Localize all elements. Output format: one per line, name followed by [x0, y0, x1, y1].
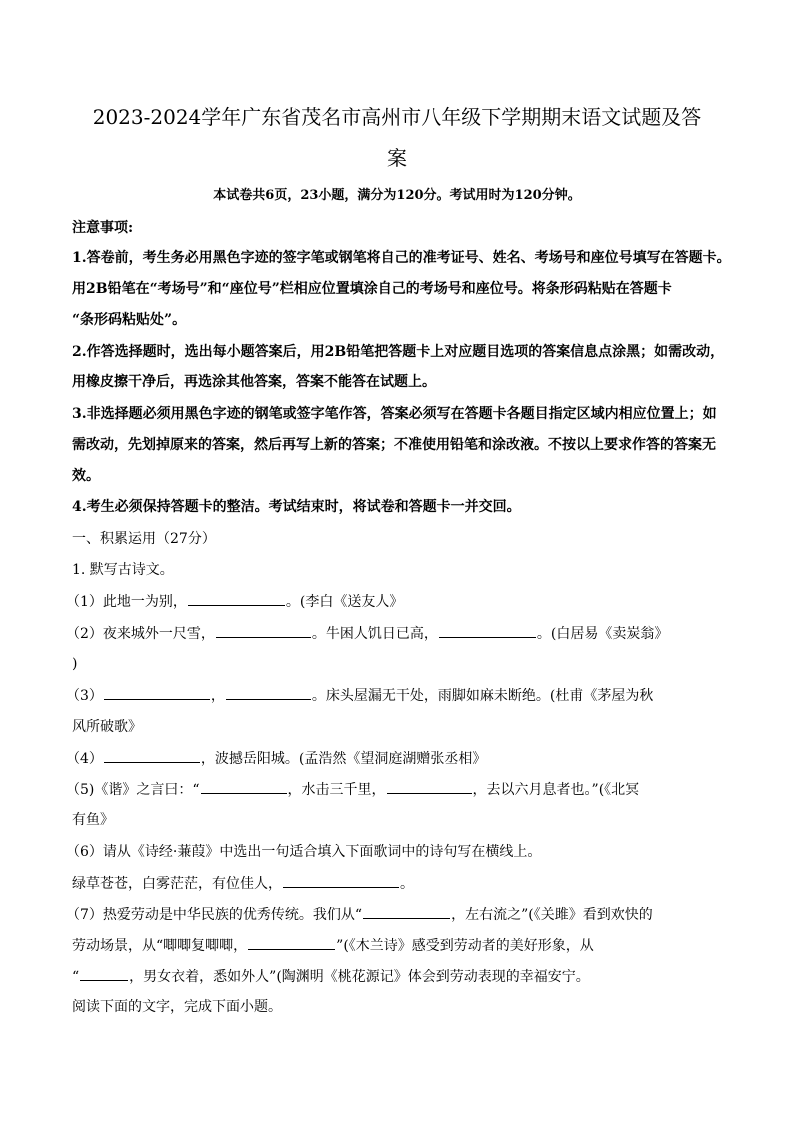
answer-blank[interactable] [248, 935, 335, 950]
question-1-part-1 [66, 591, 403, 612]
answer-blank[interactable] [104, 748, 200, 763]
exam-info: 本试卷共6页，23小题，满分为120分。考试用时为120分钟。 [213, 188, 581, 203]
question-1-stem: 1. 默写古诗文。 [72, 562, 174, 578]
text: （3） [66, 688, 103, 704]
answer-blank[interactable] [188, 591, 285, 606]
text: 劳动场景，从“唧唧复唧唧， [72, 938, 248, 954]
notice-heading: 注意事项: [72, 220, 134, 236]
text: 。(白居易《卖炭翁》 [536, 626, 669, 642]
answer-blank[interactable] [226, 685, 311, 700]
text: ， [210, 688, 225, 704]
text: ，左右流之”(《关雎》看到欢快的 [451, 907, 653, 923]
question-1-part-7-cont2 [72, 966, 590, 987]
question-1-part-5-cont: 有鱼》 [72, 812, 114, 828]
question-1-part-7 [66, 904, 653, 925]
question-1-part-3 [66, 685, 653, 706]
notice-item-3-cont2: 效。 [72, 468, 100, 484]
text: “ [72, 969, 80, 985]
answer-blank[interactable] [363, 904, 450, 919]
notice-item-3-cont: 需改动，先划掉原来的答案，然后再写上新的答案；不准使用铅笔和涂改液。不按以上要求作答的答案无 [72, 437, 716, 453]
text: 绿草苍苍，白雾茫茫，有位佳人， [72, 876, 282, 892]
notice-item-2: 2.作答选择题时，选出每小题答案后，用2B铅笔把答题卡上对应题目选项的答案信息点涂黑；如需改动， [72, 344, 725, 360]
answer-blank[interactable] [439, 623, 536, 638]
text: ”(《木兰诗》感受到劳动者的美好形象，从 [336, 938, 594, 954]
text: 。 [400, 876, 414, 892]
notice-item-3: 3.非选择题必须用黑色字迹的钢笔或签字笔作答，答案必须写在答题卡各题目指定区域内相应位置上；如 [72, 406, 717, 422]
reading-instructions: 阅读下面的文字，完成下面小题。 [72, 999, 282, 1015]
text: ，男女衣着，悉如外人”(陶渊明《桃花源记》体会到劳动表现的幸福安宁。 [129, 969, 590, 985]
text: （5)《谐》之言曰：“ [66, 782, 200, 798]
answer-blank[interactable] [387, 779, 472, 794]
answer-blank[interactable] [201, 779, 287, 794]
question-1-part-6: （6）请从《诗经·蒹葭》中选出一句适合填入下面歌词中的诗句写在横线上。 [66, 844, 542, 860]
question-1-part-5 [66, 779, 639, 800]
notice-item-1-cont2: “条形码粘贴处”。 [72, 312, 187, 328]
question-1-part-2 [66, 623, 668, 644]
document-title-continued: 案 [387, 146, 407, 170]
text: ，水击三千里， [287, 782, 386, 798]
notice-item-1-cont: 用2B铅笔在“考场号”和“座位号”栏相应位置填涂自己的考场号和座位号。将条形码粘贴在答题卡 [72, 281, 672, 297]
notice-item-4: 4.考生必须保持答题卡的整洁。考试结束时，将试卷和答题卡一并交回。 [72, 499, 521, 515]
question-1-part-2-cont: ) [72, 656, 78, 672]
answer-blank[interactable] [216, 623, 311, 638]
text: 。(李白《送友人》 [285, 594, 404, 610]
text: 。牛困人饥日已高， [311, 626, 438, 642]
question-1-part-7-cont [72, 935, 594, 956]
text: （4） [66, 751, 103, 767]
text: 。床头屋漏无干处，雨脚如麻未断绝。(杜甫《茅屋为秋 [311, 688, 654, 704]
answer-blank[interactable] [80, 966, 128, 981]
question-1-part-6-lyric [72, 873, 414, 894]
text: ，波撼岳阳城。(孟浩然《望洞庭湖赠张丞相》 [200, 751, 487, 767]
text: （1）此地一为别， [66, 594, 187, 610]
notice-item-1: 1.答卷前，考生务必用黑色字迹的签字笔或钢笔将自己的准考证号、姓名、考场号和座位号填写在答题卡。 [72, 250, 731, 266]
notice-item-2-cont: 用橡皮擦干净后，再选涂其他答案，答案不能答在试题上。 [72, 374, 436, 390]
question-1-part-3-cont: 风所破歌》 [72, 719, 142, 735]
answer-blank[interactable] [283, 873, 399, 888]
section-heading: 一、积累运用（27分） [72, 531, 216, 547]
text: （7）热爱劳动是中华民族的优秀传统。我们从“ [66, 907, 363, 923]
document-title: 2023-2024学年广东省茂名市高州市八年级下学期期末语文试题及答 [92, 105, 702, 129]
text: ，去以六月息者也。”(《北冥 [472, 782, 640, 798]
question-1-part-4 [66, 748, 486, 769]
answer-blank[interactable] [104, 685, 210, 700]
text: （2）夜来城外一尺雪， [66, 626, 215, 642]
